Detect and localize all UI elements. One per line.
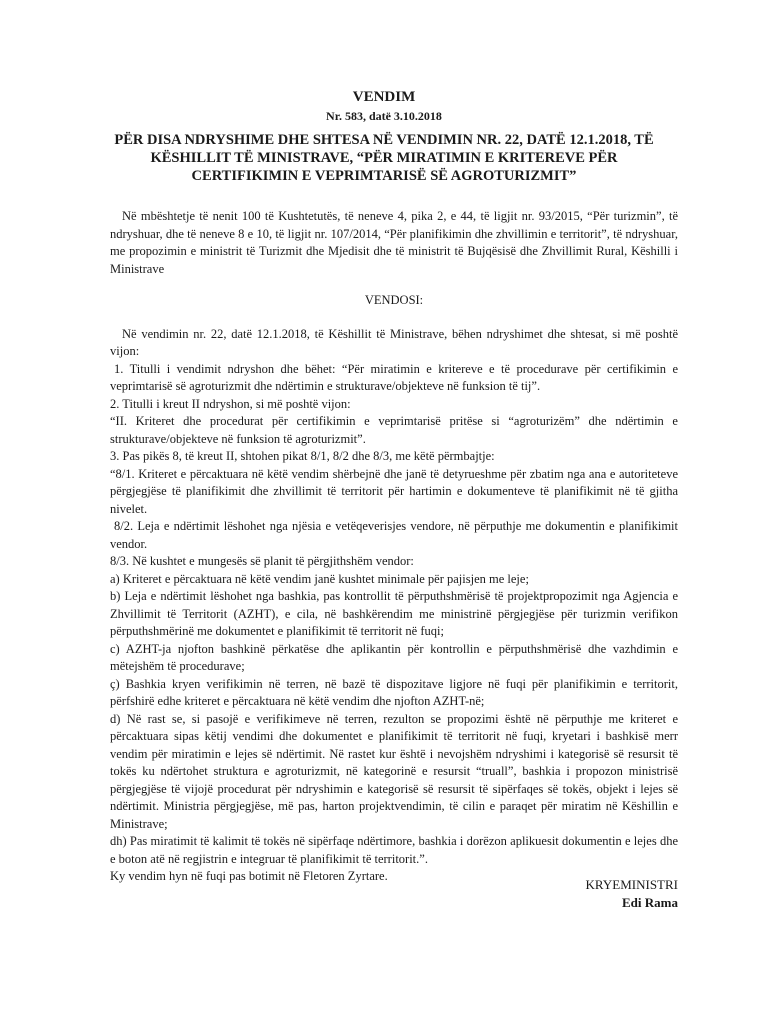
document-title: VENDIM — [352, 89, 416, 105]
point-3: 3. Pas pikës 8, të kreut II, shtohen pikat 8/1, 8/2 dhe 8/3, me këtë përmbajtje: — [110, 449, 495, 463]
point-1: 1. Titulli i vendimit ndryshon dhe bëhet: “Për miratimin e kritereve e të procedurave për certifikimin e veprimtarisë së agroturizmit dhe ndërtimin e strukturave/objekteve në funksion të tij”. — [110, 361, 678, 393]
signature-name: Edi Rama — [622, 895, 678, 910]
point-2-quote: “II. Kriteret dhe procedurat për certifikimin e veprimtarisë pritëse si “agroturizëm” dhe ndërtimin e strukturave/objekteve në funksion të agroturizmit”. — [110, 414, 678, 446]
item-d: d) Në rast se, si pasojë e verifikimeve në terren, rezulton se propozimi është në përputhje me kriteret e përcaktuara sipas këtij vendimi dhe dokumentet e planifikimit të territorit në fuqi, kryetari i bashkisë merr vendim për miratimin e lejes së ndërtimit. Në rastet kur është i nevojshëm ndryshimi i kategorisë së resursit të tokës ku ndërtohet struktura e agroturizmit, në kategorinë e resursit “truall”, bashkia i propozon ministrisë përgjegjëse të vijojë procedurat për ndryshimin e kategorisë së resursit të sipërfaqes së tokës, objekt i lejes së ndërtimit. Ministria përgjegjëse, më pas, harton projektvendimin, të cilin e paraqet për miratim në Këshillin e Ministrave; — [110, 711, 678, 831]
point-8-3: 8/3. Në kushtet e mungesës së planit të përgjithshëm vendor: — [110, 554, 414, 568]
item-a: a) Kriteret e përcaktuara në këtë vendim janë kushtet minimale për pajisjen me leje; — [110, 571, 529, 586]
document-number-date: Nr. 583, datë 3.10.2018 — [326, 109, 442, 123]
item-c-cedilla: ç) Bashkia kryen verifikimin në terren, në bazë të dispozitave ligjore në fuqi për planifikimin e territorit, përfshirë edhe kriteret e përcaktuara në këtë vendim dhe njofton AZHT-në; — [110, 676, 678, 708]
item-dh: dh) Pas miratimit të kalimit të tokës në sipërfaqe ndërtimore, bashkia i dorëzon aplikuesit dokumentin e lejes dhe e boton atë në regjistrin e integruar të planifikimit të territorit.”. — [110, 834, 678, 866]
signature-block — [586, 876, 678, 912]
item-c: c) AZHT-ja njofton bashkinë përkatëse dhe aplikantin për kontrollin e përputhshmërisë dhe vazhdimin e mëtejshëm të procedurave; — [110, 641, 678, 673]
point-8-1: “8/1. Kriteret e përcaktuara në këtë vendim shërbejnë dhe janë të detyrueshme për zbatim nga ana e autoriteteve përgjegjëse të planifikimit dhe zhvillimit të territorit për hartimin e dokumenteve të planifikimit në të gjitha nivelet. — [110, 466, 678, 516]
vendosi-heading: VENDOSI: — [364, 293, 424, 307]
document-body — [110, 208, 678, 886]
item-b: b) Leja e ndërtimit lëshohet nga bashkia, pas kontrollit të përputhshmërisë të projektpropozimit nga Agjencia e Zhvillimit të Territorit (AZHT), e cila, në bashkërendim me ministrinë përgjegjëse për turizmin verifikon përputhshmërinë me dokumentet e planifikimit të territorit në fuqi; — [110, 589, 678, 638]
point-8-2: 8/2. Leja e ndërtimit lëshohet nga njësia e vetëqeverisjes vendore, në përputhje me dokumentin e planifikimit vendor. — [110, 519, 678, 551]
document-heading: PËR DISA NDRYSHIME DHE SHTESA NË VENDIMIN NR. 22, DATË 12.1.2018, TË KËSHILLIT TË MINISTRAVE, “PËR MIRATIMIN E KRITEREVE PËR CERTIFIKIMIN E VEPRIMTARISË SË AGROTURIZMIT” — [114, 132, 654, 184]
closing-paragraph: Ky vendim hyn në fuqi pas botimit në Fletoren Zyrtare. — [110, 869, 388, 883]
signature-title: KRYEMINISTRI — [585, 877, 678, 892]
point-2: 2. Titulli i kreut II ndryshon, si më poshtë vijon: — [110, 396, 351, 411]
intro-paragraph: Në vendimin nr. 22, datë 12.1.2018, të Këshillit të Ministrave, bëhen ndryshimet dhe shtesat, si më poshtë vijon: — [110, 326, 678, 358]
preamble-paragraph: Në mbështetje të nenit 100 të Kushtetutës, të neneve 4, pika 2, e 44, të ligjit nr. 93/2015, “Për turizmin”, të ndryshuar, dhe të neneve 8 e 10, të ligjit nr. 107/2014, “Për planifikimin dhe zhvillimin e territorit”, të ndryshuar, me propozimin e ministrit të Turizmit dhe Mjedisit dhe të ministrit të Bujqësisë dhe Zhvillimit Rural, Këshilli i Ministrave — [110, 209, 678, 276]
